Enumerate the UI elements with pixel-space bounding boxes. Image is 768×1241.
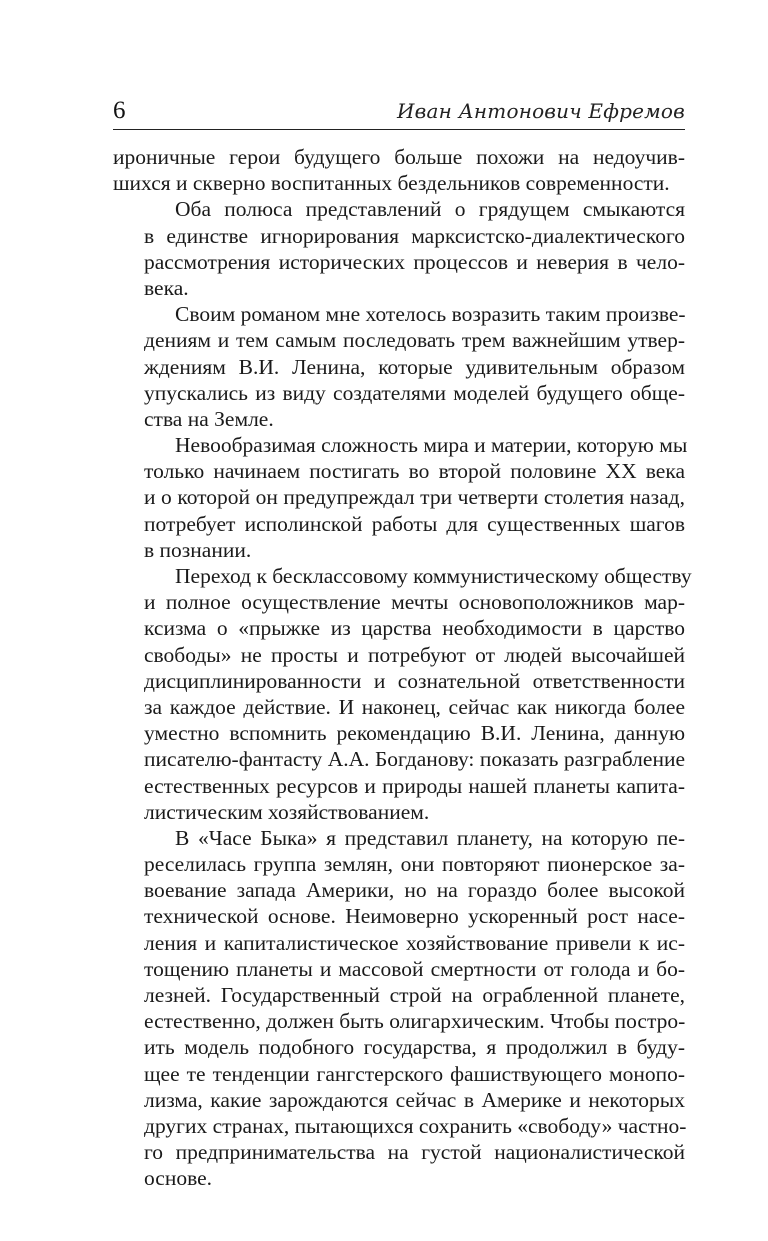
text-line: и о которой он предупреждал три четверти столетия назад, bbox=[144, 485, 685, 510]
text-line: дениям и тем самым последовать трем важнейшим утвер- bbox=[144, 328, 685, 353]
text-line: Своим романом мне хотелось возразить таким произве- bbox=[175, 302, 686, 327]
text-line: дисциплинированности и сознательной ответственности bbox=[144, 668, 685, 693]
text-line: потребует исполинской работы для существенных шагов bbox=[144, 511, 685, 536]
text-line: Невообразимая сложность мира и материи, которую мы bbox=[175, 433, 688, 458]
text-line: ксизма о «прыжке из царства необходимости в царство bbox=[144, 616, 685, 641]
text-line: воевание запада Америки, но на гораздо более высокой bbox=[144, 878, 685, 903]
text-line: листическим хозяйствованием. bbox=[144, 799, 430, 824]
page-number: 6 bbox=[113, 97, 126, 124]
text-line: века. bbox=[144, 275, 189, 300]
text-line: лизма, какие зарождаются сейчас в Америке и некоторых bbox=[144, 1087, 685, 1112]
text-line: естественных ресурсов и природы нашей планеты капита- bbox=[144, 773, 685, 798]
text-line: го предпринимательства на густой националистической bbox=[144, 1140, 685, 1165]
text-line: В «Часе Быка» я представил планету, на которую пе- bbox=[175, 825, 685, 850]
paragraph bbox=[113, 144, 685, 196]
text-line: за каждое действие. И наконец, сейчас как никогда более bbox=[144, 694, 685, 719]
text-line: свободы» не просты и потребуют от людей высочайшей bbox=[144, 642, 685, 667]
paragraph bbox=[113, 301, 685, 432]
text-line: ления и капиталистическое хозяйствование привели к ис- bbox=[144, 930, 685, 955]
paragraph bbox=[113, 563, 692, 825]
text-line: основе. bbox=[144, 1166, 213, 1191]
text-line: уместно вспомнить рекомендацию В.И. Ленина, данную bbox=[144, 721, 685, 746]
text-line: рассмотрения исторических процессов и неверия в чело- bbox=[144, 249, 685, 274]
text-line: ства на Земле. bbox=[144, 406, 274, 431]
paragraph bbox=[113, 196, 685, 301]
text-line: в единстве игнорирования марксистско-диалектического bbox=[144, 223, 685, 248]
text-line: щее те тенденции гангстерского фашиствующего монопо- bbox=[144, 1061, 685, 1086]
text-line: только начинаем постигать во второй половине XX века bbox=[144, 459, 685, 484]
text-line: лезней. Государственный строй на ограбленной планете, bbox=[144, 983, 685, 1007]
text-line: ить модель подобного государства, я продолжил в буду- bbox=[144, 1035, 685, 1060]
text-line: Переход к бесклассовому коммунистическому обществу bbox=[175, 564, 692, 588]
running-header bbox=[113, 95, 685, 130]
text-line: технической основе. Неимоверно ускоренный рост насе- bbox=[144, 904, 685, 929]
paragraph bbox=[113, 432, 688, 563]
text-line: ждениям В.И. Ленина, которые удивительным образом bbox=[144, 354, 685, 379]
text-line: упускались из виду создателями моделей будущего обще- bbox=[144, 380, 685, 405]
text-line: в познании. bbox=[144, 537, 252, 562]
running-title: Иван Антонович Ефремов bbox=[397, 99, 685, 123]
text-line: ироничные герои будущего больше похожи на недоучив- bbox=[113, 145, 685, 169]
text-line: естественно, должен быть олигархическим. Чтобы постро- bbox=[144, 1009, 686, 1034]
text-line: других странах, пытающихся сохранить «свободу» частно- bbox=[144, 1113, 687, 1138]
paragraph bbox=[113, 825, 685, 1192]
text-line: реселилась группа землян, они повторяют пионерское за- bbox=[144, 852, 685, 877]
text-line: и полное осуществление мечты основоположников мар- bbox=[144, 590, 685, 615]
text-line: шихся и скверно воспитанных бездельников современности. bbox=[113, 171, 670, 196]
text-line: Оба полюса представлений о грядущем смыкаются bbox=[175, 197, 685, 222]
text-line: писателю-фантасту А.А. Богданову: показать разграбление bbox=[144, 747, 685, 772]
text-line: тощению планеты и массовой смертности от голода и бо- bbox=[144, 956, 685, 981]
body-text bbox=[113, 144, 692, 1192]
